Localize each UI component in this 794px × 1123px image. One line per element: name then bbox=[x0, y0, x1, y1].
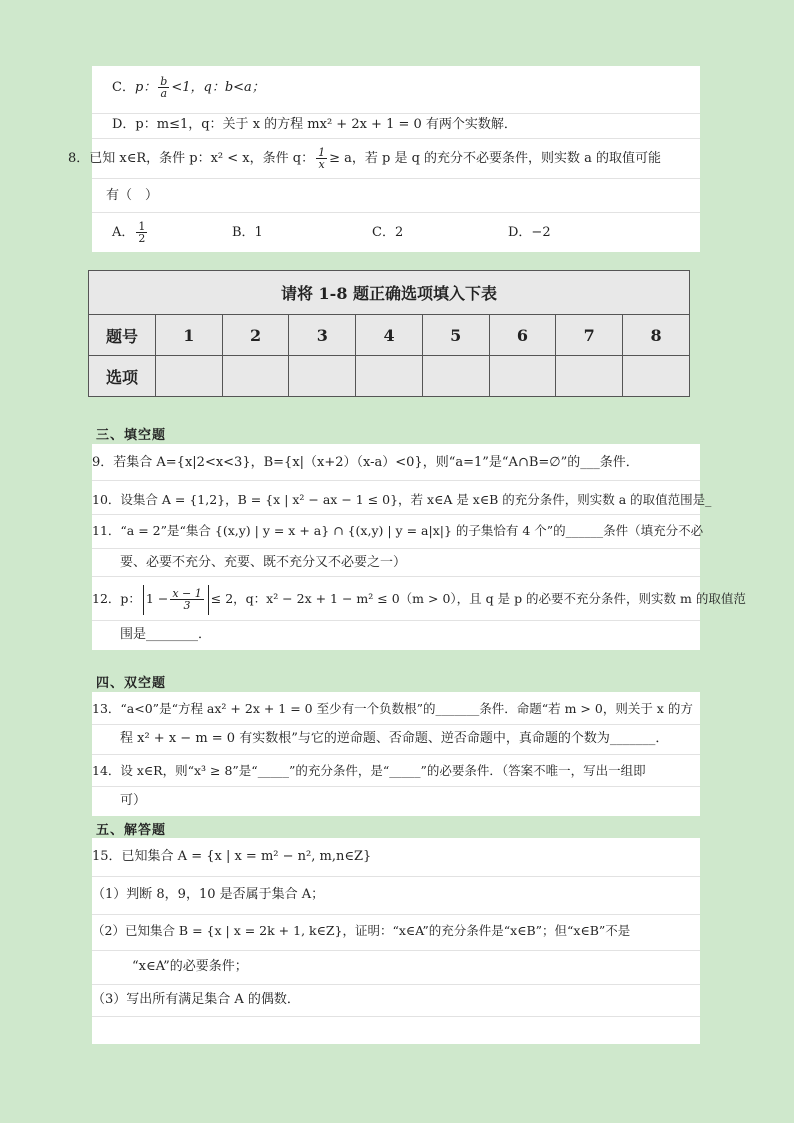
answer-choice-cell[interactable] bbox=[623, 356, 690, 397]
section4-panel bbox=[92, 692, 700, 816]
q10-text: 10．设集合 A = {1,2}，B = {x | x² − ax − 1 ≤ 0}，若 x∈A 是 x∈B 的充分条件，则实数 a 的取值范围是_ bbox=[92, 492, 712, 507]
answer-number-cell: 8 bbox=[623, 315, 690, 356]
answer-table-title: 请将 1-8 题正确选项填入下表 bbox=[89, 271, 690, 315]
answer-number-cell: 6 bbox=[489, 315, 556, 356]
answer-choice-cell[interactable] bbox=[422, 356, 489, 397]
answer-number-cell: 1 bbox=[156, 315, 223, 356]
answer-number-cell: 7 bbox=[556, 315, 623, 356]
q13-line2: 程 x² + x − m = 0 有实数根”与它的逆命题、否命题、逆否命题中，真命题的个数为_______． bbox=[120, 731, 669, 746]
section4-heading: 四、双空题 bbox=[96, 676, 167, 691]
answer-number-cell: 5 bbox=[422, 315, 489, 356]
answer-choice-cell[interactable] bbox=[289, 356, 356, 397]
q8-option-a: A． $\frac{1}{2}$ bbox=[112, 220, 146, 245]
q7-option-d: D．p：m≤1，q：关于 x 的方程 mx² + 2x + 1 = 0 有两个实数解． bbox=[112, 117, 517, 132]
answer-number-cell: 2 bbox=[222, 315, 289, 356]
answer-number-cell: 3 bbox=[289, 315, 356, 356]
answer-table-choice-label: 选项 bbox=[89, 356, 156, 397]
q8-fraction: $\frac{1}{x}$ bbox=[318, 146, 326, 171]
q14-line1: 14．设 x∈R，则“x³ ≥ 8”是“_____”的充分条件，是“_____”的必要条件．（答案不唯一，写出一组即 bbox=[92, 763, 646, 778]
answer-table-number-label: 题号 bbox=[89, 315, 156, 356]
q15-part3: （3）写出所有满足集合 A 的偶数． bbox=[92, 992, 300, 1007]
section5-heading: 五、解答题 bbox=[96, 823, 167, 838]
q8-stem-line1: 8．已知 x∈R，条件 p：x² < x，条件 q： $\frac{1}{x}$ ≥ a，若 p 是 q 的充分不必要条件，则实数 a 的取值可能 bbox=[68, 146, 662, 171]
answer-choice-cell[interactable] bbox=[156, 356, 223, 397]
answer-choice-cell[interactable] bbox=[222, 356, 289, 397]
q8-option-d: D．−2 bbox=[508, 225, 551, 240]
q11-line2: 要、必要不充分、充要、既不充分又不必要之一） bbox=[120, 555, 407, 570]
q14-line2: 可） bbox=[120, 793, 147, 808]
answer-choice-cell[interactable] bbox=[356, 356, 423, 397]
section3-panel bbox=[92, 444, 746, 650]
answer-choice-cell[interactable] bbox=[556, 356, 623, 397]
q8-option-c: C．2 bbox=[372, 225, 404, 240]
q8-stem-line2: 有（ ） bbox=[106, 188, 159, 203]
q15-text: 15．已知集合 A = {x | x = m² − n², m,n∈Z} bbox=[92, 849, 372, 864]
q11-line1: 11．“a = 2”是“集合 {(x,y) | y = x + a} ∩ {(x,y) | y = a|x|} 的子集恰有 4 个”的______条件（填充分不必 bbox=[92, 523, 704, 538]
section3-heading: 三、填空题 bbox=[96, 428, 167, 443]
answer-choice-cell[interactable] bbox=[489, 356, 556, 397]
section5-panel bbox=[92, 838, 700, 1044]
q12-line1: 12．p： 1 − $\frac{x - 1}{3}$ ≤ 2，q：x² − 2x + 1 − m² ≤ 0（m > 0），且 q 是 p 的必要不充分条件，则实数 m 的取值范 bbox=[92, 584, 746, 615]
question-panel-top bbox=[68, 66, 700, 252]
q15-part2-line2: “x∈A”的必要条件； bbox=[132, 959, 248, 974]
answer-table bbox=[88, 270, 690, 397]
q9-text: 9．若集合 A={x|2<x<3}，B={x|（x+2）（x-a）<0}，则“a=1”是“A∩B=∅”的___条件． bbox=[92, 455, 639, 470]
q7-c-fraction: $\frac{b}{a}$ bbox=[160, 75, 168, 100]
answer-number-cell: 4 bbox=[356, 315, 423, 356]
q7-option-c: C．p： $\frac{b}{a}$ <1，q：b<a； bbox=[112, 75, 265, 100]
q8-option-b: B．1 bbox=[232, 225, 263, 240]
q15-part2-line1: （2）已知集合 B = {x | x = 2k + 1, k∈Z}，证明：“x∈A”的充分条件是“x∈B”；但“x∈B”不是 bbox=[92, 923, 631, 938]
q15-part1: （1）判断 8，9，10 是否属于集合 A； bbox=[92, 887, 325, 902]
q12-line2: 围是________． bbox=[120, 627, 212, 642]
q13-line1: 13．“a<0”是“方程 ax² + 2x + 1 = 0 至少有一个负数根”的_______条件．命题“若 m > 0，则关于 x 的方 bbox=[92, 701, 693, 716]
